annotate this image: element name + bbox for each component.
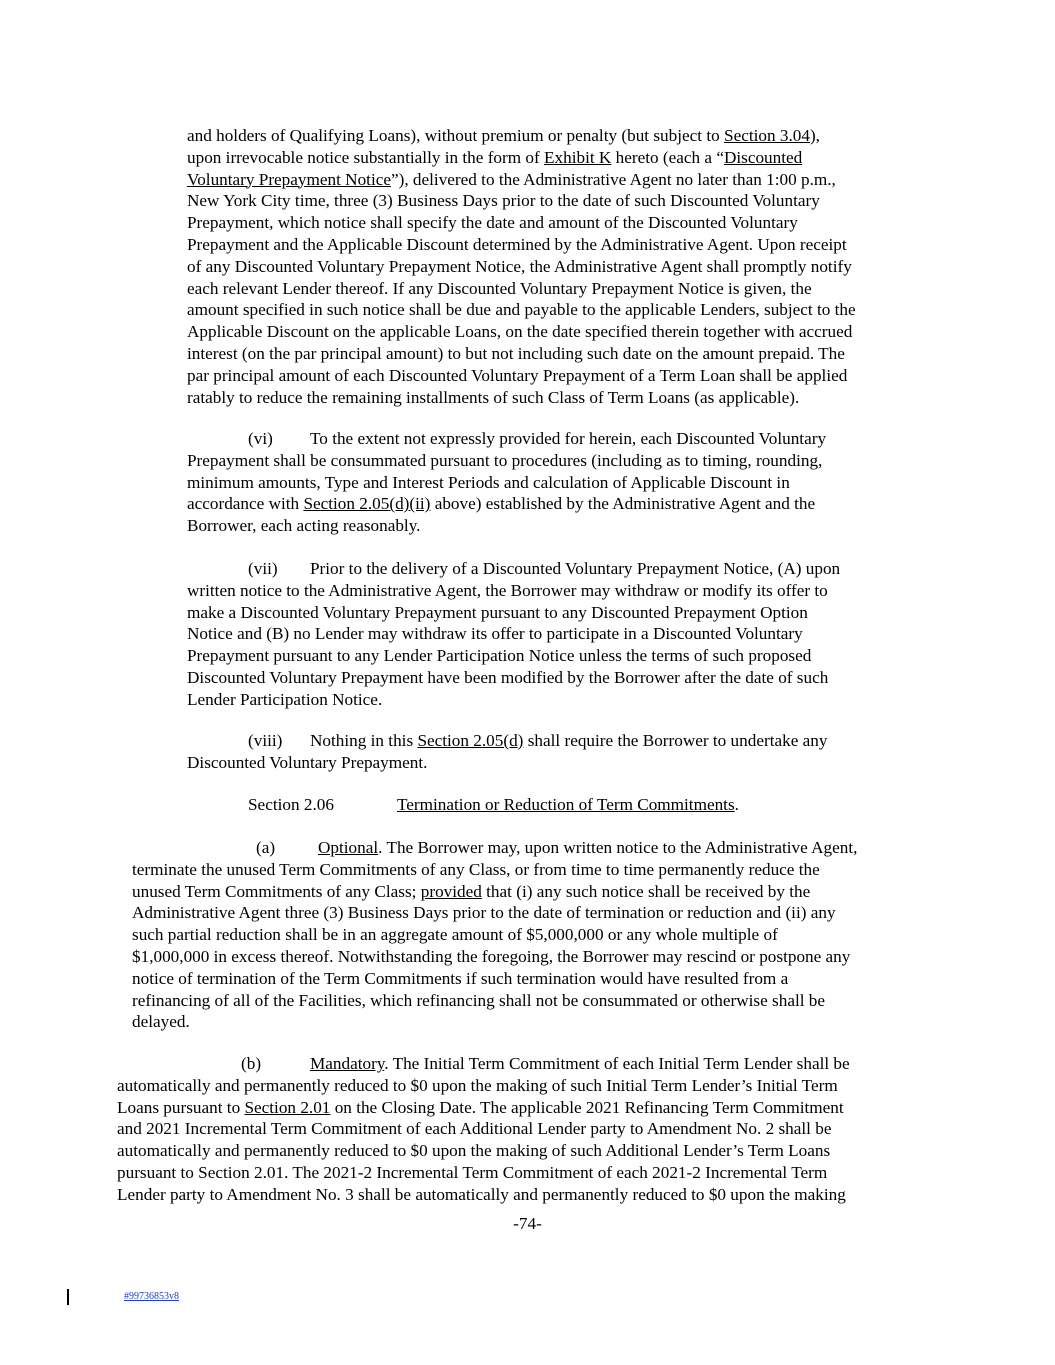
paragraph-vii xyxy=(187,558,927,711)
clause-label: Mandatory xyxy=(310,1054,385,1073)
defined-term: provided xyxy=(420,881,482,901)
text-line: Notice and (B) no Lender may withdraw its offer to participate in a Discounted Voluntary xyxy=(187,624,803,644)
text-line: Lender Participation Notice. xyxy=(187,689,383,709)
text-line: terminate the unused Term Commitments of any Class, or from time to time permanently reduce the xyxy=(132,859,820,879)
text-line: accordance with Section 2.05(d)(ii) above) established by the Administrative Agent and the xyxy=(187,494,816,514)
text-line: Prepayment shall be consummated pursuant to procedures (including as to timing, rounding, xyxy=(187,450,823,470)
paragraph-vi xyxy=(187,428,927,537)
section-reference-link: Section 2.05(d)(ii) xyxy=(303,494,431,514)
text-line: Prepayment pursuant to any Lender Participation Notice unless the terms of such proposed xyxy=(187,646,812,666)
text-line: each relevant Lender thereof. If any Discounted Voluntary Prepayment Notice is given, the xyxy=(187,278,812,298)
text-line: Discounted Voluntary Prepayment have been modified by the Borrower after the date of such xyxy=(187,667,829,687)
text-line: written notice to the Administrative Agent, the Borrower may withdraw or modify its offer to xyxy=(187,580,828,600)
page-number: -74- xyxy=(513,1214,542,1233)
defined-term: Discounted xyxy=(723,147,803,167)
revision-change-bar xyxy=(67,1289,69,1305)
text-line: pursuant to Section 2.01. The 2021-2 Incremental Term Commitment of each 2021-2 Incremental Term xyxy=(117,1162,828,1182)
text-line: refinancing of all of the Facilities, which refinancing shall not be consummated or otherwise shall be xyxy=(132,990,826,1010)
paragraph-a-optional xyxy=(132,837,927,1033)
section-title: Termination or Reduction of Term Commitments xyxy=(397,795,735,814)
text-line: delayed. xyxy=(132,1012,190,1032)
text-line: of any Discounted Voluntary Prepayment Notice, the Administrative Agent shall promptly notify xyxy=(187,256,852,276)
text-line: unused Term Commitments of any Class; provided that (i) any such notice shall be received by the xyxy=(132,881,811,901)
text-line: interest (on the par principal amount) to but not including such date on the amount prepaid. The xyxy=(187,343,845,363)
text-line: such partial reduction shall be in an aggregate amount of $5,000,000 or any whole multiple of xyxy=(132,925,778,945)
text-line: make a Discounted Voluntary Prepayment pursuant to any Discounted Prepayment Option xyxy=(187,602,808,622)
text-line: notice of termination of the Term Commitments if such termination would have resulted from a xyxy=(132,968,789,988)
text-line: ratably to reduce the remaining installments of such Class of Term Loans (as applicable). xyxy=(187,387,800,407)
text-line: $1,000,000 in excess thereof. Notwithstanding the foregoing, the Borrower may rescind or postpone any xyxy=(132,946,851,966)
exhibit-reference: Exhibit K xyxy=(544,147,612,167)
text-line: Loans pursuant to Section 2.01 on the Closing Date. The applicable 2021 Refinancing Term Commitment xyxy=(117,1097,844,1117)
section-reference-link: Section 2.01 xyxy=(244,1097,331,1117)
text-line: par principal amount of each Discounted Voluntary Prepayment of a Term Loan shall be applied xyxy=(187,365,848,385)
text-line: (b) Mandatory. The Initial Term Commitment of each Initial Term Lender shall be xyxy=(241,1054,850,1073)
text-line: Administrative Agent three (3) Business Days prior to the date of termination or reduction and (ii) any xyxy=(132,903,836,923)
text-line: automatically and permanently reduced to $0 upon the making of such Initial Term Lender’s Initial Term xyxy=(117,1075,838,1095)
text-line: and 2021 Incremental Term Commitment of each Additional Lender party to Amendment No. 2 shall be xyxy=(117,1119,832,1139)
text-line: upon irrevocable notice substantially in the form of Exhibit K hereto (each a “Discounted xyxy=(187,147,803,167)
text-line: minimum amounts, Type and Interest Periods and calculation of Applicable Discount in xyxy=(187,472,790,492)
text-line: Discounted Voluntary Prepayment. xyxy=(187,752,428,772)
text-line: Prepayment, which notice shall specify the date and amount of the Discounted Voluntary xyxy=(187,213,798,233)
text-line: amount specified in such notice shall be due and payable to the applicable Lenders, subject to the xyxy=(187,300,856,320)
text-line: (a) Optional. The Borrower may, upon written notice to the Administrative Agent, xyxy=(256,838,858,857)
defined-term: Voluntary Prepayment Notice xyxy=(187,169,391,189)
clause-number: (b) xyxy=(241,1054,262,1073)
text-line: Lender party to Amendment No. 3 shall be automatically and permanently reduced to $0 upon the making xyxy=(117,1184,846,1204)
section-heading: Section 2.06 Termination or Reduction of Term Commitments. xyxy=(248,795,739,814)
text-line: Voluntary Prepayment Notice”), delivered to the Administrative Agent no later than 1:00 p.m., xyxy=(187,169,836,189)
paragraph-b-mandatory xyxy=(117,1053,927,1206)
section-number: Section 2.06 xyxy=(248,795,334,814)
text-line: (viii) Nothing in this Section 2.05(d) shall require the Borrower to undertake any xyxy=(248,731,828,750)
text-line: Borrower, each acting reasonably. xyxy=(187,516,421,536)
paragraph-continuation xyxy=(187,125,927,408)
clause-number: (vii) xyxy=(248,559,278,578)
clause-number: (vi) xyxy=(248,429,273,448)
text-line: automatically and permanently reduced to $0 upon the making of such Additional Lender’s Term Loans xyxy=(117,1141,831,1161)
clause-label: Optional xyxy=(318,838,379,857)
text-line: Applicable Discount on the applicable Loans, on the date specified therein together with accrued xyxy=(187,322,853,342)
clause-number: (a) xyxy=(256,838,276,857)
document-id-link[interactable]: #99736853v8 xyxy=(124,1291,179,1302)
text-line: (vi) To the extent not expressly provided for herein, each Discounted Voluntary xyxy=(248,429,827,448)
clause-number: (viii) xyxy=(248,731,283,750)
paragraph-viii xyxy=(187,730,927,774)
text-line: (vii) Prior to the delivery of a Discounted Voluntary Prepayment Notice, (A) upon xyxy=(248,559,841,578)
text-line: New York City time, three (3) Business Days prior to the date of such Discounted Voluntary xyxy=(187,191,820,211)
text-line: Prepayment and the Applicable Discount determined by the Administrative Agent. Upon receipt xyxy=(187,234,847,254)
section-reference-link: Section 2.05(d) xyxy=(417,731,524,750)
text-line: and holders of Qualifying Loans), without premium or penalty (but subject to Section 3.04), xyxy=(187,126,820,145)
section-reference-link: Section 3.04 xyxy=(724,126,810,145)
